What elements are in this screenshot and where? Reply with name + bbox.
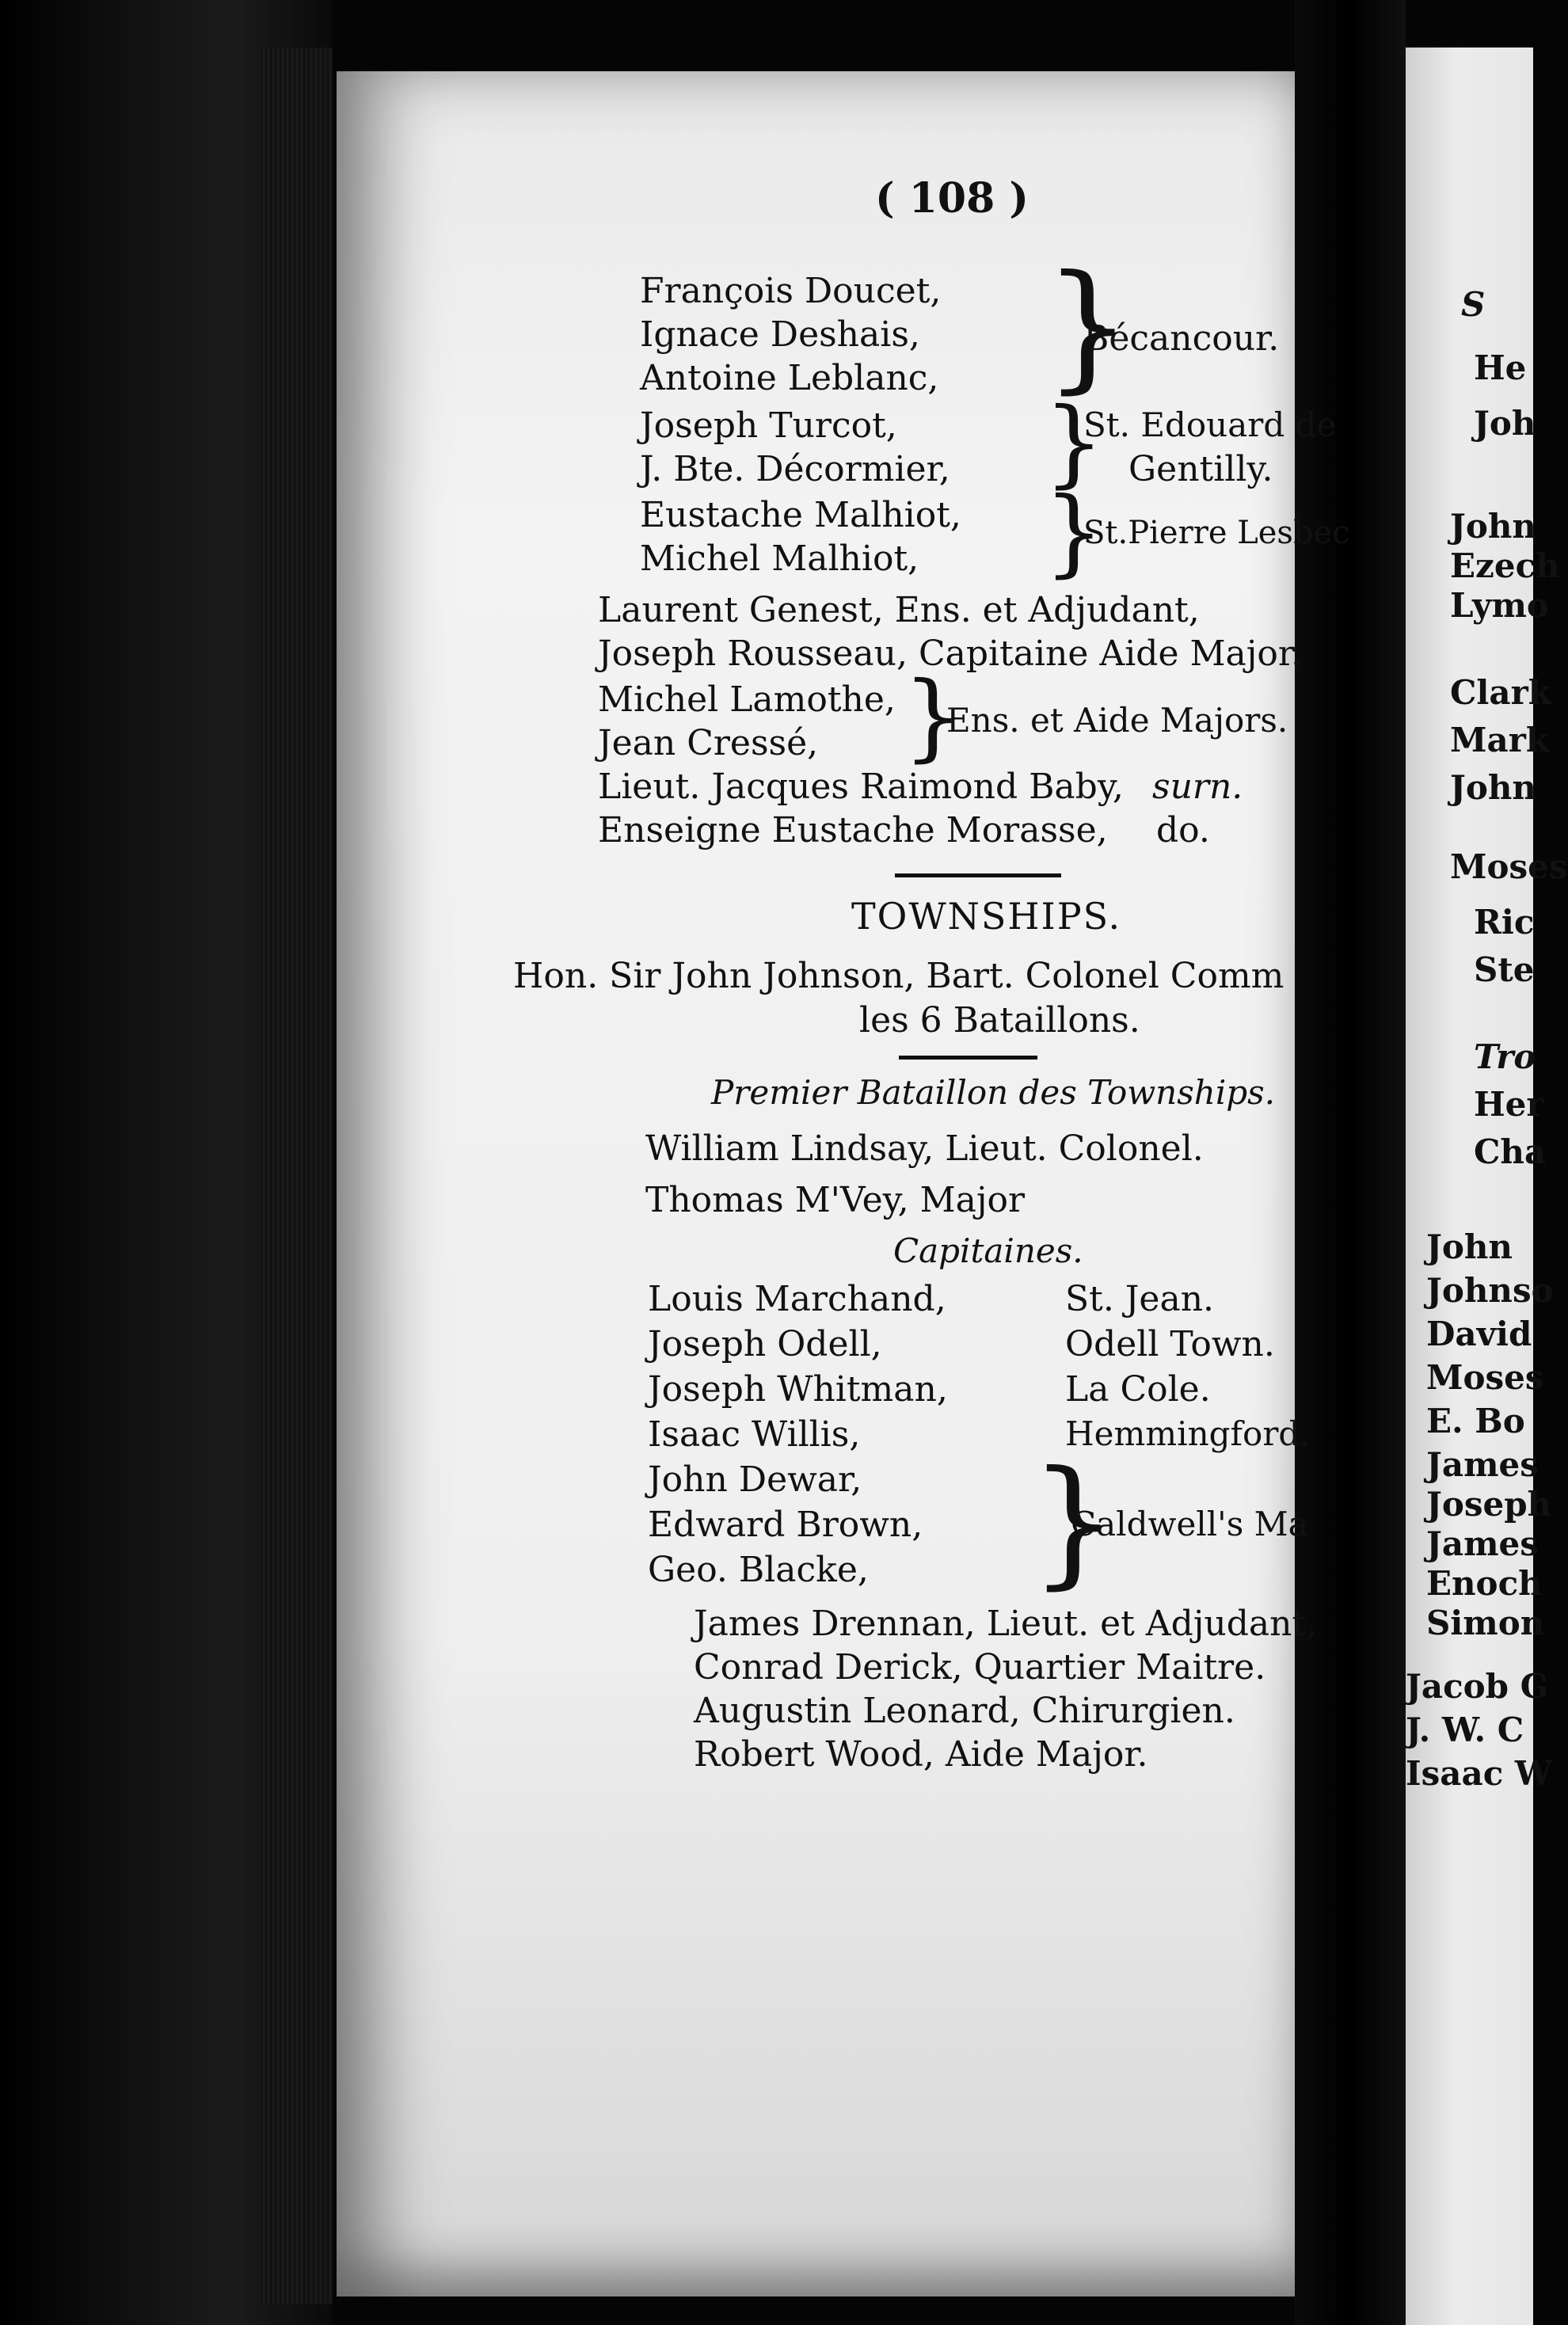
rank-label: Ens. et Aide Majors.	[946, 701, 1288, 740]
officer-entry: William Lindsay, Lieut. Colonel.	[645, 1128, 1204, 1169]
right-fragment: Lymo	[1450, 586, 1549, 625]
section-divider	[899, 1056, 1037, 1060]
right-fragment: Joh	[1474, 404, 1536, 443]
name-entry: Ignace Deshais,	[640, 314, 920, 355]
captain-place: La Cole.	[1065, 1369, 1211, 1410]
place-label: St.Pierre Lesbec	[1083, 515, 1350, 551]
captain-name: Isaac Willis,	[648, 1414, 861, 1455]
captain-name: Geo. Blacke,	[648, 1550, 869, 1590]
page-edges	[261, 48, 333, 2304]
captains-heading: Capitaines.	[893, 1231, 1083, 1270]
name-entry: Joseph Turcot,	[640, 405, 897, 446]
section-heading: TOWNSHIPS.	[851, 895, 1122, 938]
right-fragment: Clark	[1450, 673, 1551, 712]
curly-brace-icon: }	[903, 662, 964, 772]
right-fragment: Jacob G	[1406, 1667, 1549, 1706]
name-entry: François Doucet,	[640, 271, 942, 311]
right-fragment: Moses	[1450, 847, 1568, 886]
right-fragment: Johnso	[1426, 1271, 1554, 1310]
right-fragment: Mark	[1450, 721, 1549, 759]
curly-brace-icon: }	[1044, 388, 1105, 498]
officer-entry: Thomas M'Vey, Major	[645, 1180, 1026, 1220]
right-fragment: David	[1426, 1315, 1532, 1353]
captain-place: St. Jean.	[1065, 1279, 1215, 1319]
book-gutter	[1295, 0, 1406, 2325]
right-fragment: Ste	[1474, 950, 1535, 989]
name-entry: J. Bte. Décormier,	[640, 449, 950, 489]
name-entry: Eustache Malhiot,	[640, 495, 961, 535]
place-label: Caldwell's Ma	[1071, 1505, 1308, 1543]
right-fragment: Cha	[1474, 1132, 1547, 1171]
officer-entry: Lieut. Jacques Raimond Baby,	[598, 767, 1124, 807]
place-label: Gentilly.	[1128, 449, 1273, 489]
right-fragment: Ric	[1474, 903, 1535, 942]
name-entry: Michel Malhiot,	[640, 538, 919, 579]
right-fragment: Moses	[1426, 1358, 1544, 1397]
commander-line: les 6 Bataillons.	[859, 1000, 1140, 1041]
captain-name: Joseph Odell,	[648, 1324, 882, 1364]
staff-entry: Augustin Leonard, Chirurgien.	[694, 1691, 1235, 1731]
name-entry: Antoine Leblanc,	[640, 358, 939, 398]
right-page	[1406, 48, 1568, 2325]
captain-place: Hemmingford.	[1065, 1414, 1311, 1453]
right-fragment: James	[1426, 1524, 1539, 1563]
right-fragment: Tro	[1474, 1037, 1536, 1076]
right-fragment: Isaac W	[1406, 1754, 1553, 1793]
name-entry: Michel Lamothe,	[598, 679, 896, 720]
staff-entry: Robert Wood, Aide Major.	[694, 1734, 1148, 1775]
battalion-heading: Premier Bataillon des Townships.	[711, 1073, 1276, 1112]
captain-name: Louis Marchand,	[648, 1279, 946, 1319]
curly-brace-icon: }	[1029, 1442, 1118, 1603]
name-entry: Jean Cressé,	[598, 723, 819, 763]
staff-entry: Conrad Derick, Quartier Maitre.	[694, 1647, 1266, 1688]
right-fragment: S	[1461, 285, 1486, 324]
right-fragment: John	[1426, 1227, 1513, 1266]
right-fragment: John	[1450, 768, 1536, 807]
officer-entry: Joseph Rousseau, Capitaine Aide Major.	[598, 634, 1303, 674]
right-fragment: He	[1474, 348, 1527, 387]
page-number: ( 108 )	[875, 174, 1029, 223]
place-label: St. Edouard de	[1083, 405, 1337, 444]
right-fragment: Joseph	[1426, 1485, 1552, 1524]
place-label: Bécancour.	[1083, 318, 1280, 359]
right-fragment: Her	[1474, 1085, 1544, 1124]
officer-entry: Laurent Genest, Ens. et Adjudant,	[598, 590, 1200, 630]
right-fragment: J. W. C	[1406, 1710, 1524, 1749]
right-fragment: Simon	[1426, 1604, 1545, 1642]
right-fragment: James	[1426, 1445, 1539, 1484]
section-divider	[895, 873, 1061, 877]
staff-entry: James Drennan, Lieut. et Adjudant,	[694, 1604, 1318, 1644]
officer-entry: Enseigne Eustache Morasse,	[598, 810, 1108, 850]
right-fragment: John	[1450, 507, 1536, 546]
captain-name: Edward Brown,	[648, 1505, 923, 1545]
officer-note: surn.	[1152, 767, 1243, 807]
captain-name: John Dewar,	[648, 1459, 862, 1500]
officer-note: do.	[1156, 810, 1210, 850]
captain-name: Joseph Whitman,	[648, 1369, 948, 1410]
commander-line: Hon. Sir John Johnson, Bart. Colonel Comm	[513, 956, 1284, 996]
right-fragment: Enoch	[1426, 1564, 1543, 1603]
captain-place: Odell Town.	[1065, 1324, 1275, 1364]
curly-brace-icon: }	[1044, 246, 1132, 407]
right-fragment: Ezech	[1450, 546, 1560, 585]
right-fragment: E. Bo	[1426, 1402, 1525, 1440]
curly-brace-icon: }	[1044, 478, 1105, 588]
